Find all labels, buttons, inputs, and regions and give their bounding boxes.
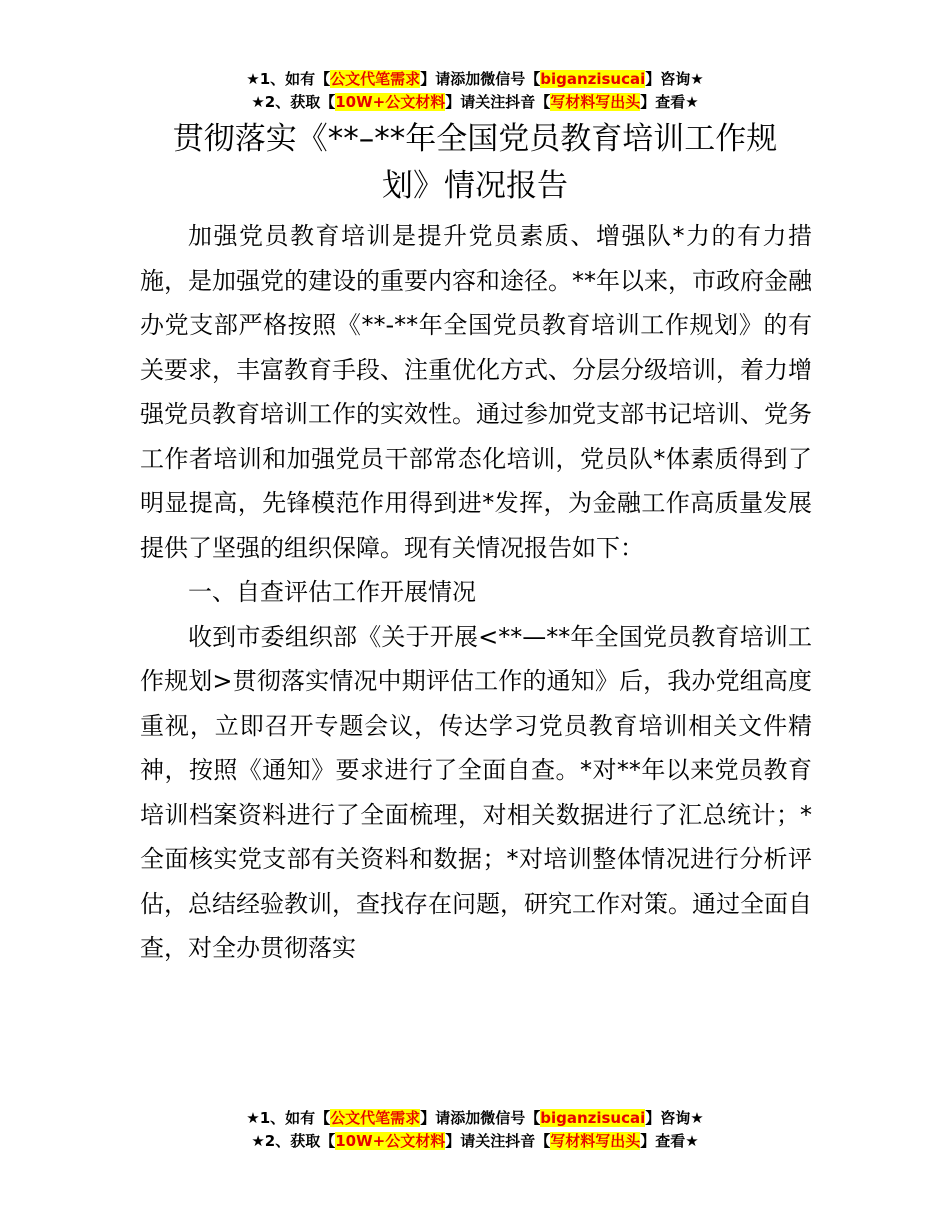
header-banner-line-1: ★1、如有【公文代笔需求】请添加微信号【biganzisucai】咨询★	[246, 70, 704, 88]
footer-banner	[0, 1107, 950, 1153]
footer-highlight-wechat-id: biganzisucai	[540, 1109, 646, 1127]
header-highlight-wechat-id: biganzisucai	[540, 70, 646, 88]
header-banner-line-2: ★2、获取【10W+公文材料】请关注抖音【写材料写出头】查看★	[251, 93, 699, 111]
footer-highlight-materials: 10W+公文材料	[335, 1132, 446, 1150]
body-paragraph-self-check: 收到市委组织部《关于开展<**—**年全国党员教育培训工作规划>贯彻落实情况中期评估工作的通知》后，我办党组高度重视，立即召开专题会议，传达学习党员教育培训相关文件精神，按照《通知》要求进行了全面自查。*对**年以来党员教育培训档案资料进行了全面梳理，对相关数据进行了汇总统计；*全面核实党支部有关资料和数据；*对培训整体情况进行分析评估，总结经验教训，查找存在问题，研究工作对策。通过全面自查，对全办贯彻落实	[140, 622, 812, 962]
title-line-1: 贯彻落实《**–**年全国党员教育培训工作规	[172, 121, 778, 157]
header-highlight-douyin: 写材料写出头	[550, 93, 641, 111]
body-paragraph-intro: 加强党员教育培训是提升党员素质、增强队*力的有力措施，是加强党的建设的重要内容和途径。**年以来，市政府金融办党支部严格按照《**-**年全国党员教育培训工作规划》的有关要求，丰富教育手段、注重优化方式、分层分级培训，着力增强党员教育培训工作的实效性。通过参加党支部书记培训、党务工作者培训和加强党员干部常态化培训，党员队*体素质得到了明显提高，先锋模范作用得到进*发挥，为金融工作高质量发展提供了坚强的组织保障。现有关情况报告如下：	[140, 222, 812, 562]
header-highlight-materials: 10W+公文材料	[335, 93, 446, 111]
title-line-2: 划》情况报告	[382, 168, 568, 204]
footer-highlight-service: 公文代笔需求	[330, 1109, 421, 1127]
document-body	[140, 214, 812, 971]
document-title	[140, 116, 810, 210]
header-banner	[0, 68, 950, 114]
footer-highlight-douyin: 写材料写出头	[550, 1132, 641, 1150]
footer-banner-line-1: ★1、如有【公文代笔需求】请添加微信号【biganzisucai】咨询★	[246, 1109, 704, 1127]
header-highlight-service: 公文代笔需求	[330, 70, 421, 88]
section-heading-1: 一、自查评估工作开展情况	[188, 578, 476, 606]
footer-banner-line-2: ★2、获取【10W+公文材料】请关注抖音【写材料写出头】查看★	[251, 1132, 699, 1150]
